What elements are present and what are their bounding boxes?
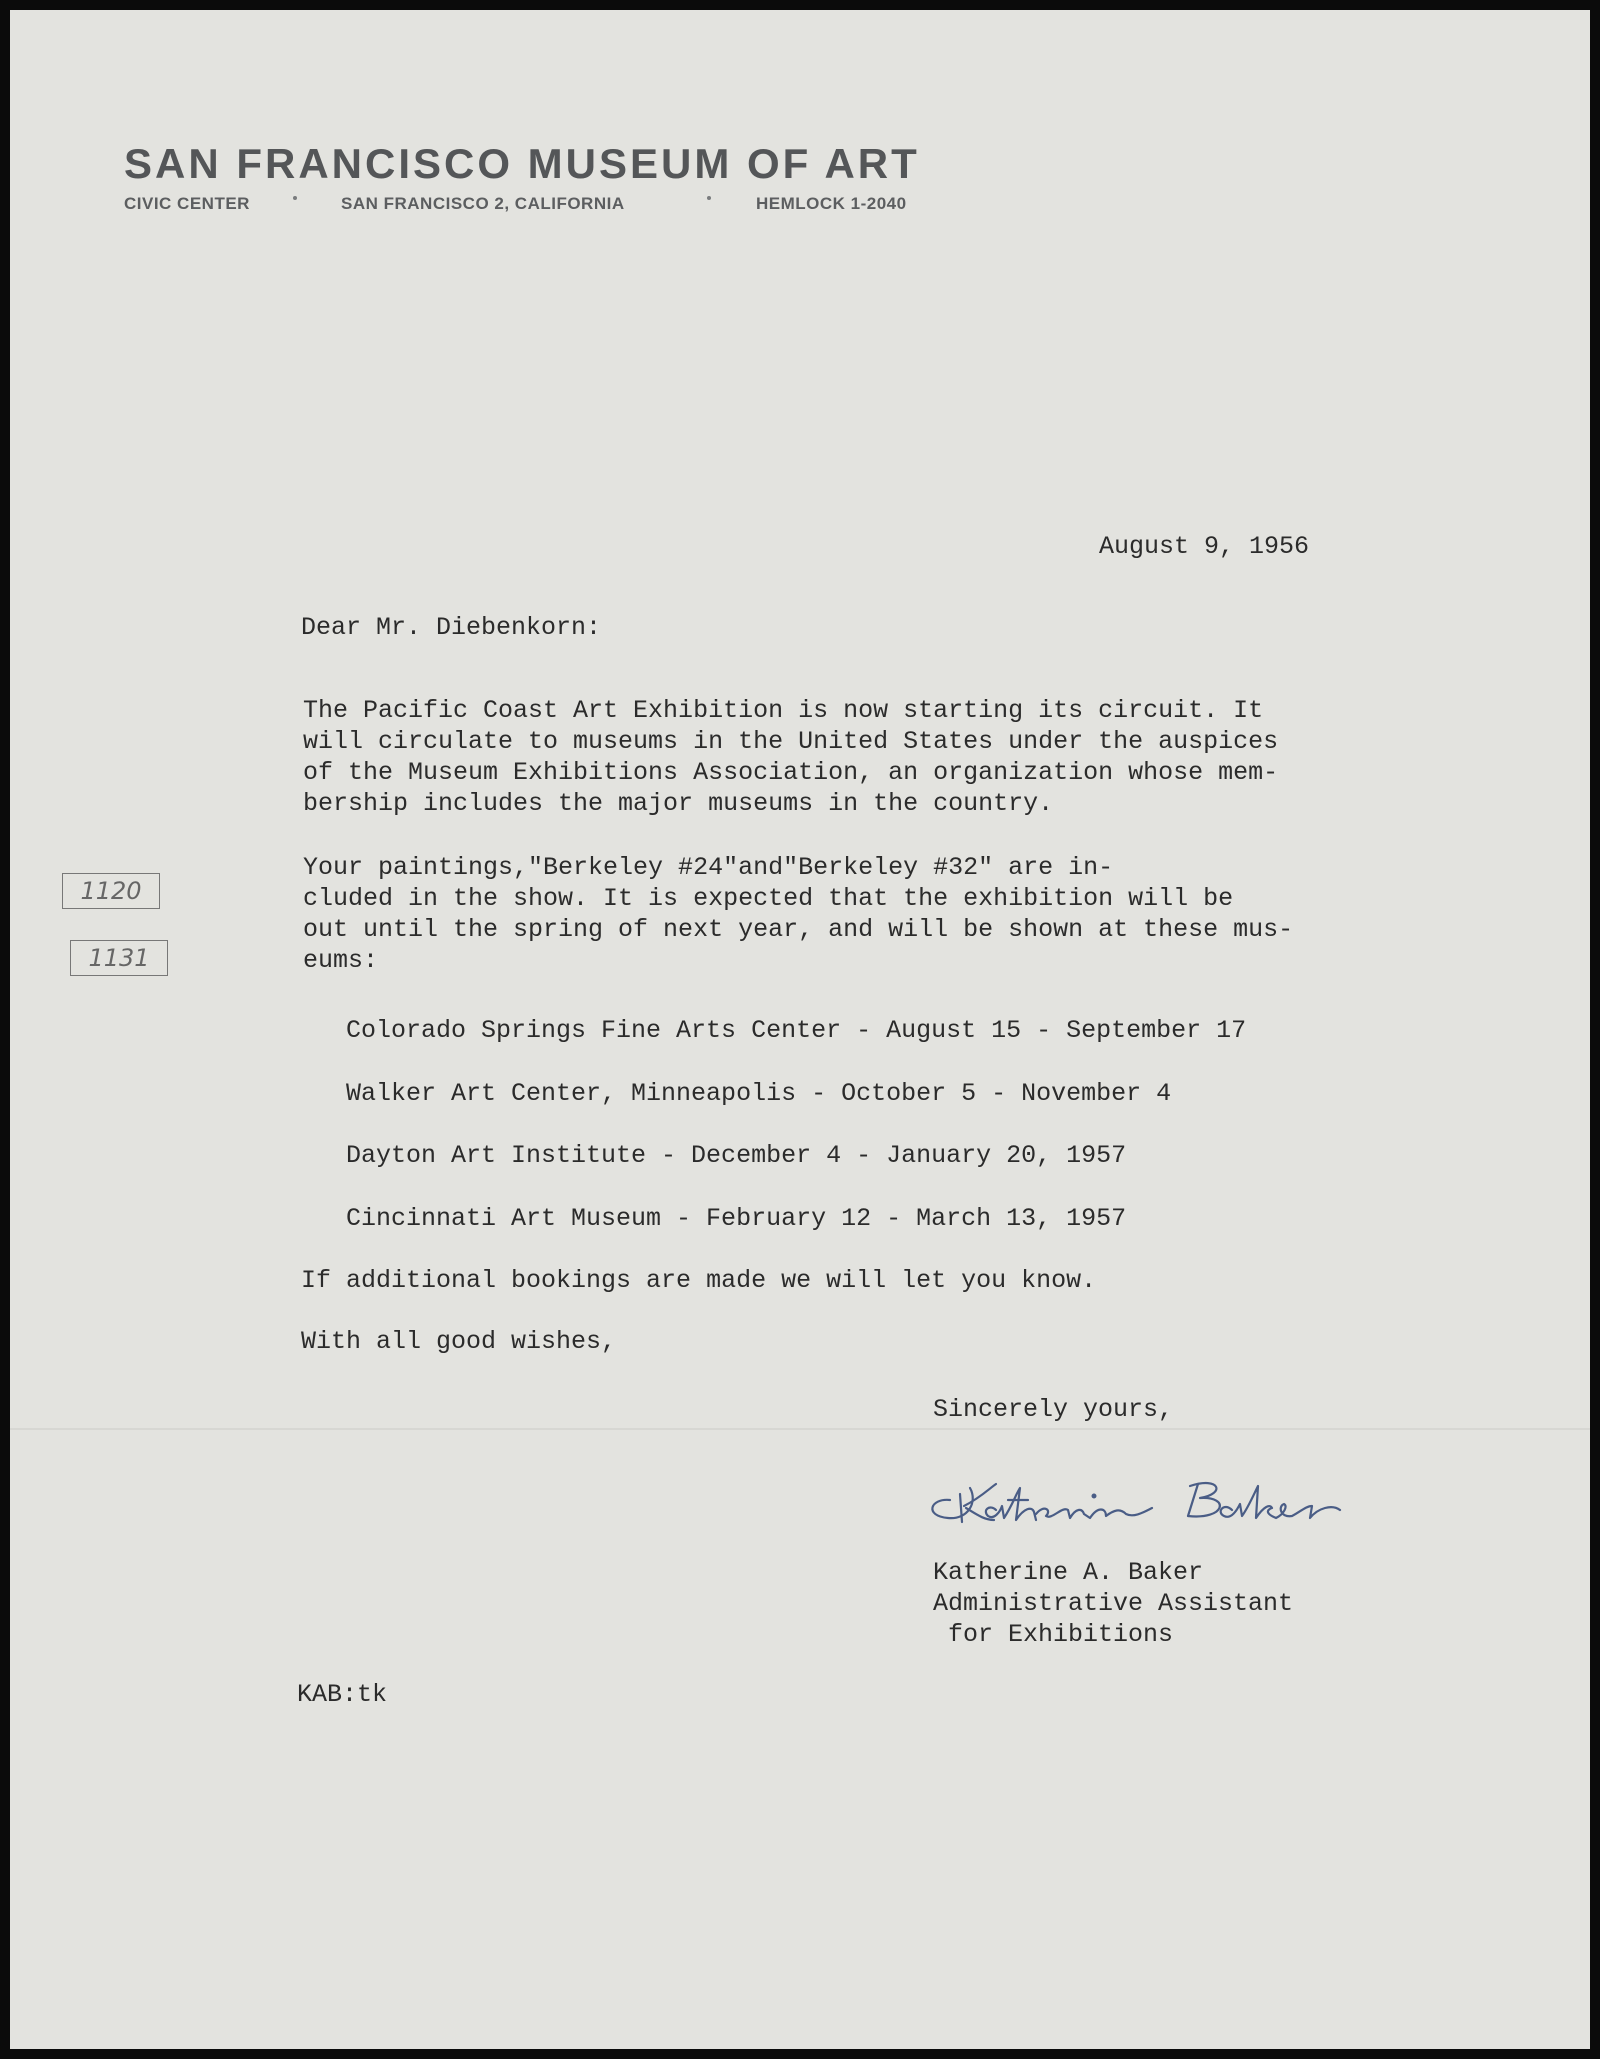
venue-item: Walker Art Center, Minneapolis - October 5 - November 4 — [346, 1079, 1172, 1108]
venue-item: Dayton Art Institute - December 4 - January 20, 1957 — [346, 1141, 1127, 1170]
closing: Sincerely yours, — [933, 1395, 1174, 1424]
additional-bookings: If additional bookings are made we will let you know. — [301, 1266, 1097, 1295]
margin-note: 1131 — [70, 940, 168, 976]
letterhead-address: SAN FRANCISCO 2, CALIFORNIA — [341, 194, 625, 213]
signer-department: for Exhibitions — [933, 1620, 1174, 1649]
letter-date: August 9, 1956 — [1099, 532, 1310, 561]
salutation: Dear Mr. Diebenkorn: — [301, 613, 602, 642]
good-wishes: With all good wishes, — [301, 1327, 617, 1356]
venue-item: Colorado Springs Fine Arts Center - August 15 - September 17 — [346, 1016, 1247, 1045]
paragraph1-line: The Pacific Coast Art Exhibition is now starting its circuit. It — [303, 696, 1264, 725]
fold-line — [10, 1428, 1590, 1430]
margin-note: 1120 — [62, 873, 160, 909]
paragraph1-line: bership includes the major museums in the country. — [303, 789, 1054, 818]
paragraph2-line: Your paintings,"Berkeley #24"and"Berkeley #32" are in- — [303, 853, 1114, 882]
paragraph1-line: of the Museum Exhibitions Association, an organization whose mem- — [303, 758, 1279, 787]
letterhead-separator — [707, 196, 711, 200]
venue-item: Cincinnati Art Museum - February 12 - March 13, 1957 — [346, 1204, 1127, 1233]
signature-image — [920, 1458, 1420, 1538]
letter-page — [10, 10, 1590, 2049]
letterhead-phone: HEMLOCK 1-2040 — [756, 194, 907, 213]
letterhead-location: CIVIC CENTER — [124, 194, 250, 213]
paragraph2-line: cluded in the show. It is expected that the exhibition will be — [303, 884, 1234, 913]
paragraph2-line: out until the spring of next year, and will be shown at these mus- — [303, 915, 1294, 944]
paragraph2-line: eums: — [303, 946, 379, 975]
signer-name: Katherine A. Baker — [933, 1558, 1204, 1587]
reference-initials: KAB:tk — [297, 1680, 388, 1709]
letterhead-name: SAN FRANCISCO MUSEUM OF ART — [124, 140, 920, 187]
letterhead-separator — [293, 196, 297, 200]
signer-title: Administrative Assistant — [933, 1589, 1294, 1618]
paragraph1-line: will circulate to museums in the United States under the auspices — [303, 727, 1279, 756]
